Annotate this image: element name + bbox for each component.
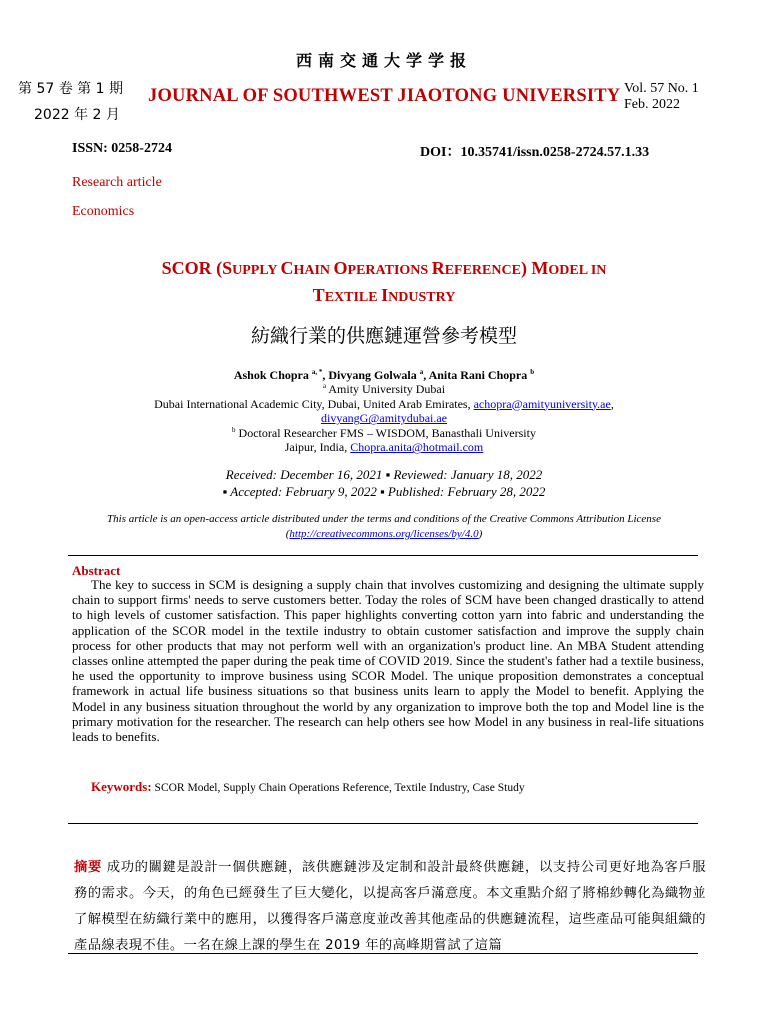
license-link[interactable]: http://creativecommons.org/licenses/by/4.0 <box>289 528 479 540</box>
abstract-body: The key to success in SCM is designing a supply chain that involves customizing and designing the ultimate supply chain to support firms' needs to serve customers better. Today the roles of SCM have been changed drastically to attend to high levels of customer satisfaction. This paper highlights converting cotton yarn into fabric and understanding the application of the SCOR model in the textile industry to obtain customer satisfaction and improve the supply chain process for other products that may not perform well with an organization's product line. An MBA Student attending classes online attempted the paper during the peak time of COVID 2019. Since the student's father had a textile business, he used the opportunity to improve business using SCOR Model. The unique proposition demonstrates a conceptual framework in actual life business situations so that business units learn to apply the Model to benefit. Applying the Model in any business situation throughout the world by any organization to improve both the top and Model line is the primary motivation for the researcher. The research can help others see how Model in any business in real-life situations leads to benefits. <box>72 577 704 745</box>
email-link-divyang[interactable]: divyangG@amitydubai.ae <box>320 411 448 426</box>
date-chinese: 2022 年 2 月 <box>34 107 120 123</box>
volume-issue-chinese: 第 57 卷 第 1 期 <box>18 81 123 97</box>
email-link-anita[interactable]: Chopra.anita@hotmail.com <box>350 440 484 455</box>
author-name: Divyang Golwala <box>328 368 417 382</box>
author-name: Anita Rani Chopra <box>428 368 528 382</box>
affiliation-a-address: Dubai International Academic City, Dubai, United Arab Emirates, achopra@amityuniversity.ae, <box>154 396 614 411</box>
abstract-chinese <box>74 855 706 959</box>
divider <box>68 555 698 556</box>
issue-date: Feb. 2022 <box>624 97 680 112</box>
email-link-achopra[interactable]: achopra@amityuniversity.ae <box>473 396 611 411</box>
journal-title-chinese: 西南交通大学学报 <box>295 51 472 70</box>
issn: ISSN: 0258-2724 <box>72 141 172 156</box>
license-note: This article is an open-access article distributed under the terms and conditions of the Creative Commons Attribution License (http://creativecommons.org/licenses/by/4.0) <box>107 513 661 540</box>
affiliations <box>0 382 768 455</box>
title-line-2: TEXTILE INDUSTRY <box>312 285 456 305</box>
article-field: Economics <box>72 204 135 219</box>
volume-issue-english <box>624 81 699 113</box>
affiliation-b-address: Jaipur, India, Chopra.anita@hotmail.com <box>284 440 484 455</box>
divider <box>68 953 698 954</box>
abstract-chinese-text: 成功的關鍵是設計一個供應鏈，該供應鏈涉及定制和設計最終供應鏈，以支持公司更好地為客戶服務的需求。今天，的角色已經發生了巨大變化，以提高客戶滿意度。本文重點介紹了將棉紗轉化為織物並了解模型在紡織行業中的應用，以獲得客戶滿意度並改善其他產品的供應鏈流程，這些產品可能與組織的產品線表現不佳。一名在線上課的學生在 2019 年的高峰期嘗試了這篇 <box>74 860 706 953</box>
volume-number: Vol. 57 No. 1 <box>624 81 699 96</box>
affiliation-a-name: $^a$ Amity University Dubai <box>322 382 446 396</box>
publication-dates: Received: December 16, 2021 ▪ Reviewed: January 18, 2022 ▪ Accepted: February 9, 2022 ▪ Published: February 28, 2022 <box>222 467 546 499</box>
journal-title-english: JOURNAL OF SOUTHWEST JIAOTONG UNIVERSITY <box>148 86 621 106</box>
author-name: Ashok Chopra <box>233 368 309 382</box>
abstract-chinese-label: 摘要 <box>74 860 102 875</box>
affiliation-b-name: $^b$ Doctoral Researcher FMS – WISDOM, Banasthali University <box>232 425 536 440</box>
keywords-text: SCOR Model, Supply Chain Operations Reference, Textile Industry, Case Study <box>151 782 525 794</box>
article-title-chinese: 紡織行業的供應鏈運營參考模型 <box>250 325 517 347</box>
article-title-english <box>0 256 768 310</box>
divider <box>68 823 698 824</box>
keywords <box>91 779 525 795</box>
keywords-label: Keywords: <box>91 779 152 794</box>
doi: DOI：10.35741/issn.0258-2724.57.1.33 <box>420 145 650 160</box>
abstract-heading: Abstract <box>72 563 121 578</box>
author-list: Ashok Chopra $^{a, *}$, Divyang Golwala $^a$, Anita Rani Chopra $^b$ <box>233 368 535 382</box>
title-line-1: SCOR (SUPPLY CHAIN OPERATIONS REFERENCE) MODEL IN <box>161 258 607 278</box>
article-type: Research article <box>72 175 162 190</box>
